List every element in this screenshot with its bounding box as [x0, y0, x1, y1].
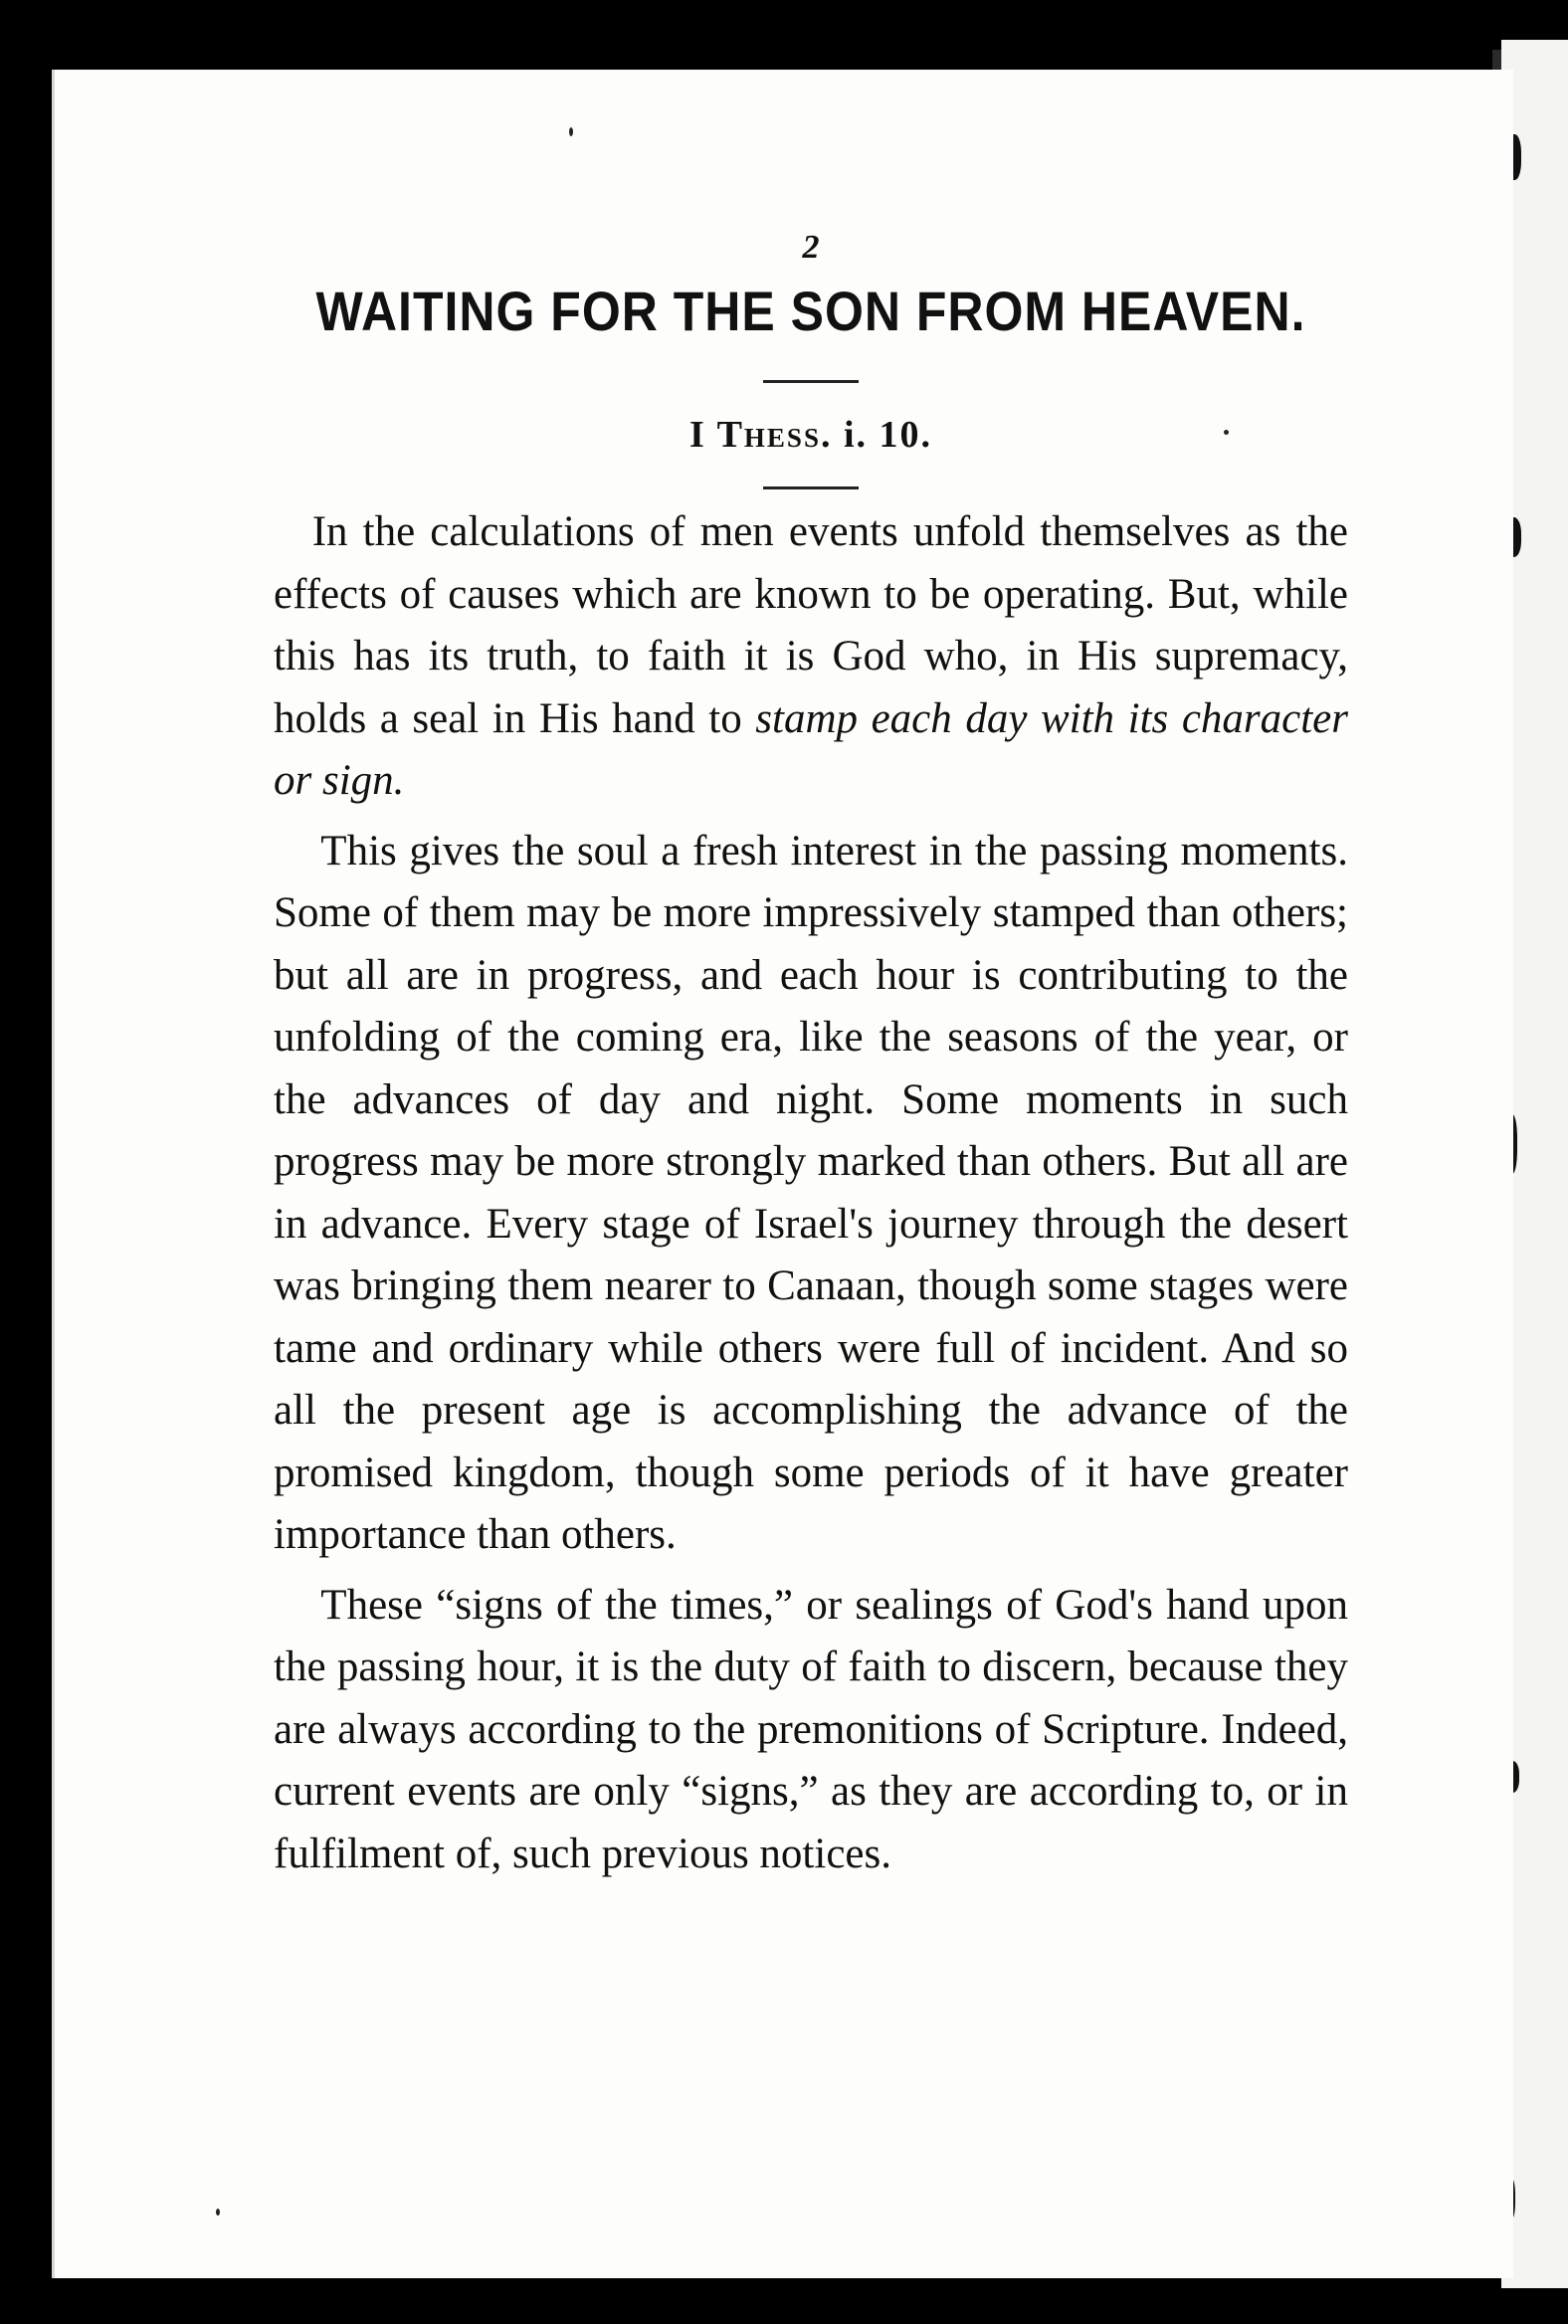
paragraph-text: These “signs of the times,” or sealings of God's hand upon the passing hour, it is the duty of faith to discern, because they are always according to the premonitions of Scripture. Indeed, current events are only “signs,” as they are according to, or in fulfilment of, such previous notices. [274, 1581, 1348, 1877]
reference-divider [763, 486, 859, 489]
body-paragraph-3 [274, 1575, 1348, 1886]
print-speck [569, 127, 573, 136]
page-content [274, 229, 1348, 1885]
reference-chapter: i. [843, 414, 869, 456]
page-number: 2 [802, 229, 820, 266]
reference-verse: 10. [879, 414, 933, 456]
print-speck [216, 2209, 220, 2216]
body-paragraph-1 [274, 501, 1348, 813]
paragraph-text: This gives the soul a fresh interest in the passing moments. Some of them may be more impressively stamped than others; but all are in progress, and each hour is contributing to the unfolding of the coming era, like the seasons of the year, or the advances of day and night. Some moments in such progress may be more strongly marked than others. But all are in advance. Every stage of Israel's journey through the desert was bringing them nearer to Canaan, though some stages were tame and ordinary while others were full of incident. And so all the present age is accomplishing the advance of the promised kingdom, though some periods of it have greater importance than others. [274, 827, 1348, 1558]
reference-book: I Thess. [688, 414, 833, 456]
title-divider [763, 380, 859, 383]
paragraph-text: In the calculations of men events unfold themselves as the effects of causes which are known to be operating. But, while this has its truth, to faith it is God who, in His supremacy, holds a seal in His hand to [274, 508, 1348, 742]
body-paragraph-2 [274, 821, 1348, 1567]
chapter-title: WAITING FOR THE SON FROM HEAVEN. [315, 280, 1306, 343]
paragraph-emphasis: stamp each day with its character or sign. [274, 694, 1348, 804]
scripture-reference [274, 413, 1348, 457]
